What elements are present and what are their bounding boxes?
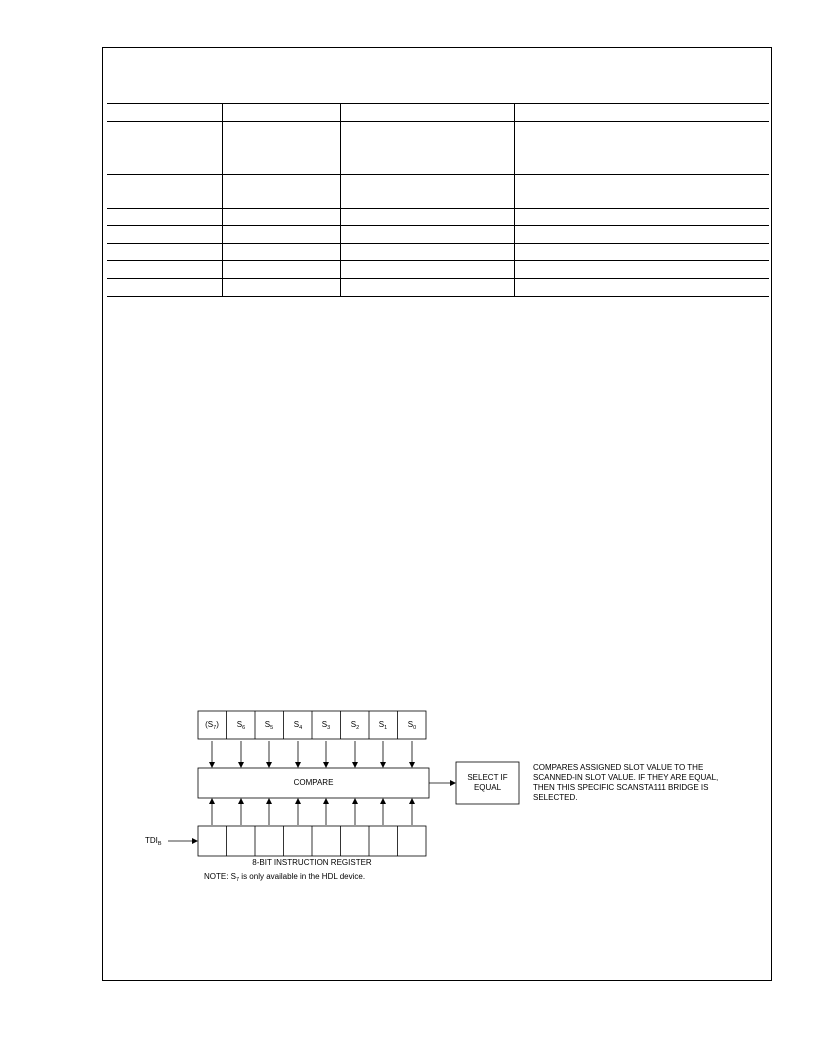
description-line: SCANNED-IN SLOT VALUE. IF THEY ARE EQUAL, (533, 773, 719, 782)
instruction-register-label: 8-BIT INSTRUCTION REGISTER (252, 858, 372, 867)
slot-label-s5: $S_5$ (264, 720, 274, 731)
select-if-equal-label (456, 773, 519, 793)
description-line: SELECTED. (533, 793, 578, 802)
slot-label-s0: $S_0$ (407, 720, 417, 731)
description-line: COMPARES ASSIGNED SLOT VALUE TO THE (533, 763, 704, 772)
down-arrows (212, 741, 412, 767)
select-label-line-2: EQUAL (473, 783, 502, 792)
slot-label-s3: $S_3$ (321, 720, 331, 731)
compare-label: COMPARE (293, 778, 334, 787)
description-line: THEN THIS SPECIFIC SCANSTA111 BRIDGE IS (533, 783, 709, 792)
select-label-line-1: SELECT IF (467, 773, 508, 782)
slot-label-s7: $(S_7)$ (205, 720, 219, 731)
slot-label-s6: $S_6$ (236, 720, 246, 731)
slot-label-s1: $S_1$ (378, 720, 388, 731)
device-note: NOTE: $S_7$ is only available in the HDL device. (204, 872, 366, 883)
compare-description (533, 763, 718, 803)
up-arrows (212, 799, 412, 825)
slot-label-s4: $S_4$ (293, 720, 303, 731)
tdi-b-label: $TDI_B$ (145, 836, 162, 847)
slot-label-s2: $S_2$ (350, 720, 360, 731)
